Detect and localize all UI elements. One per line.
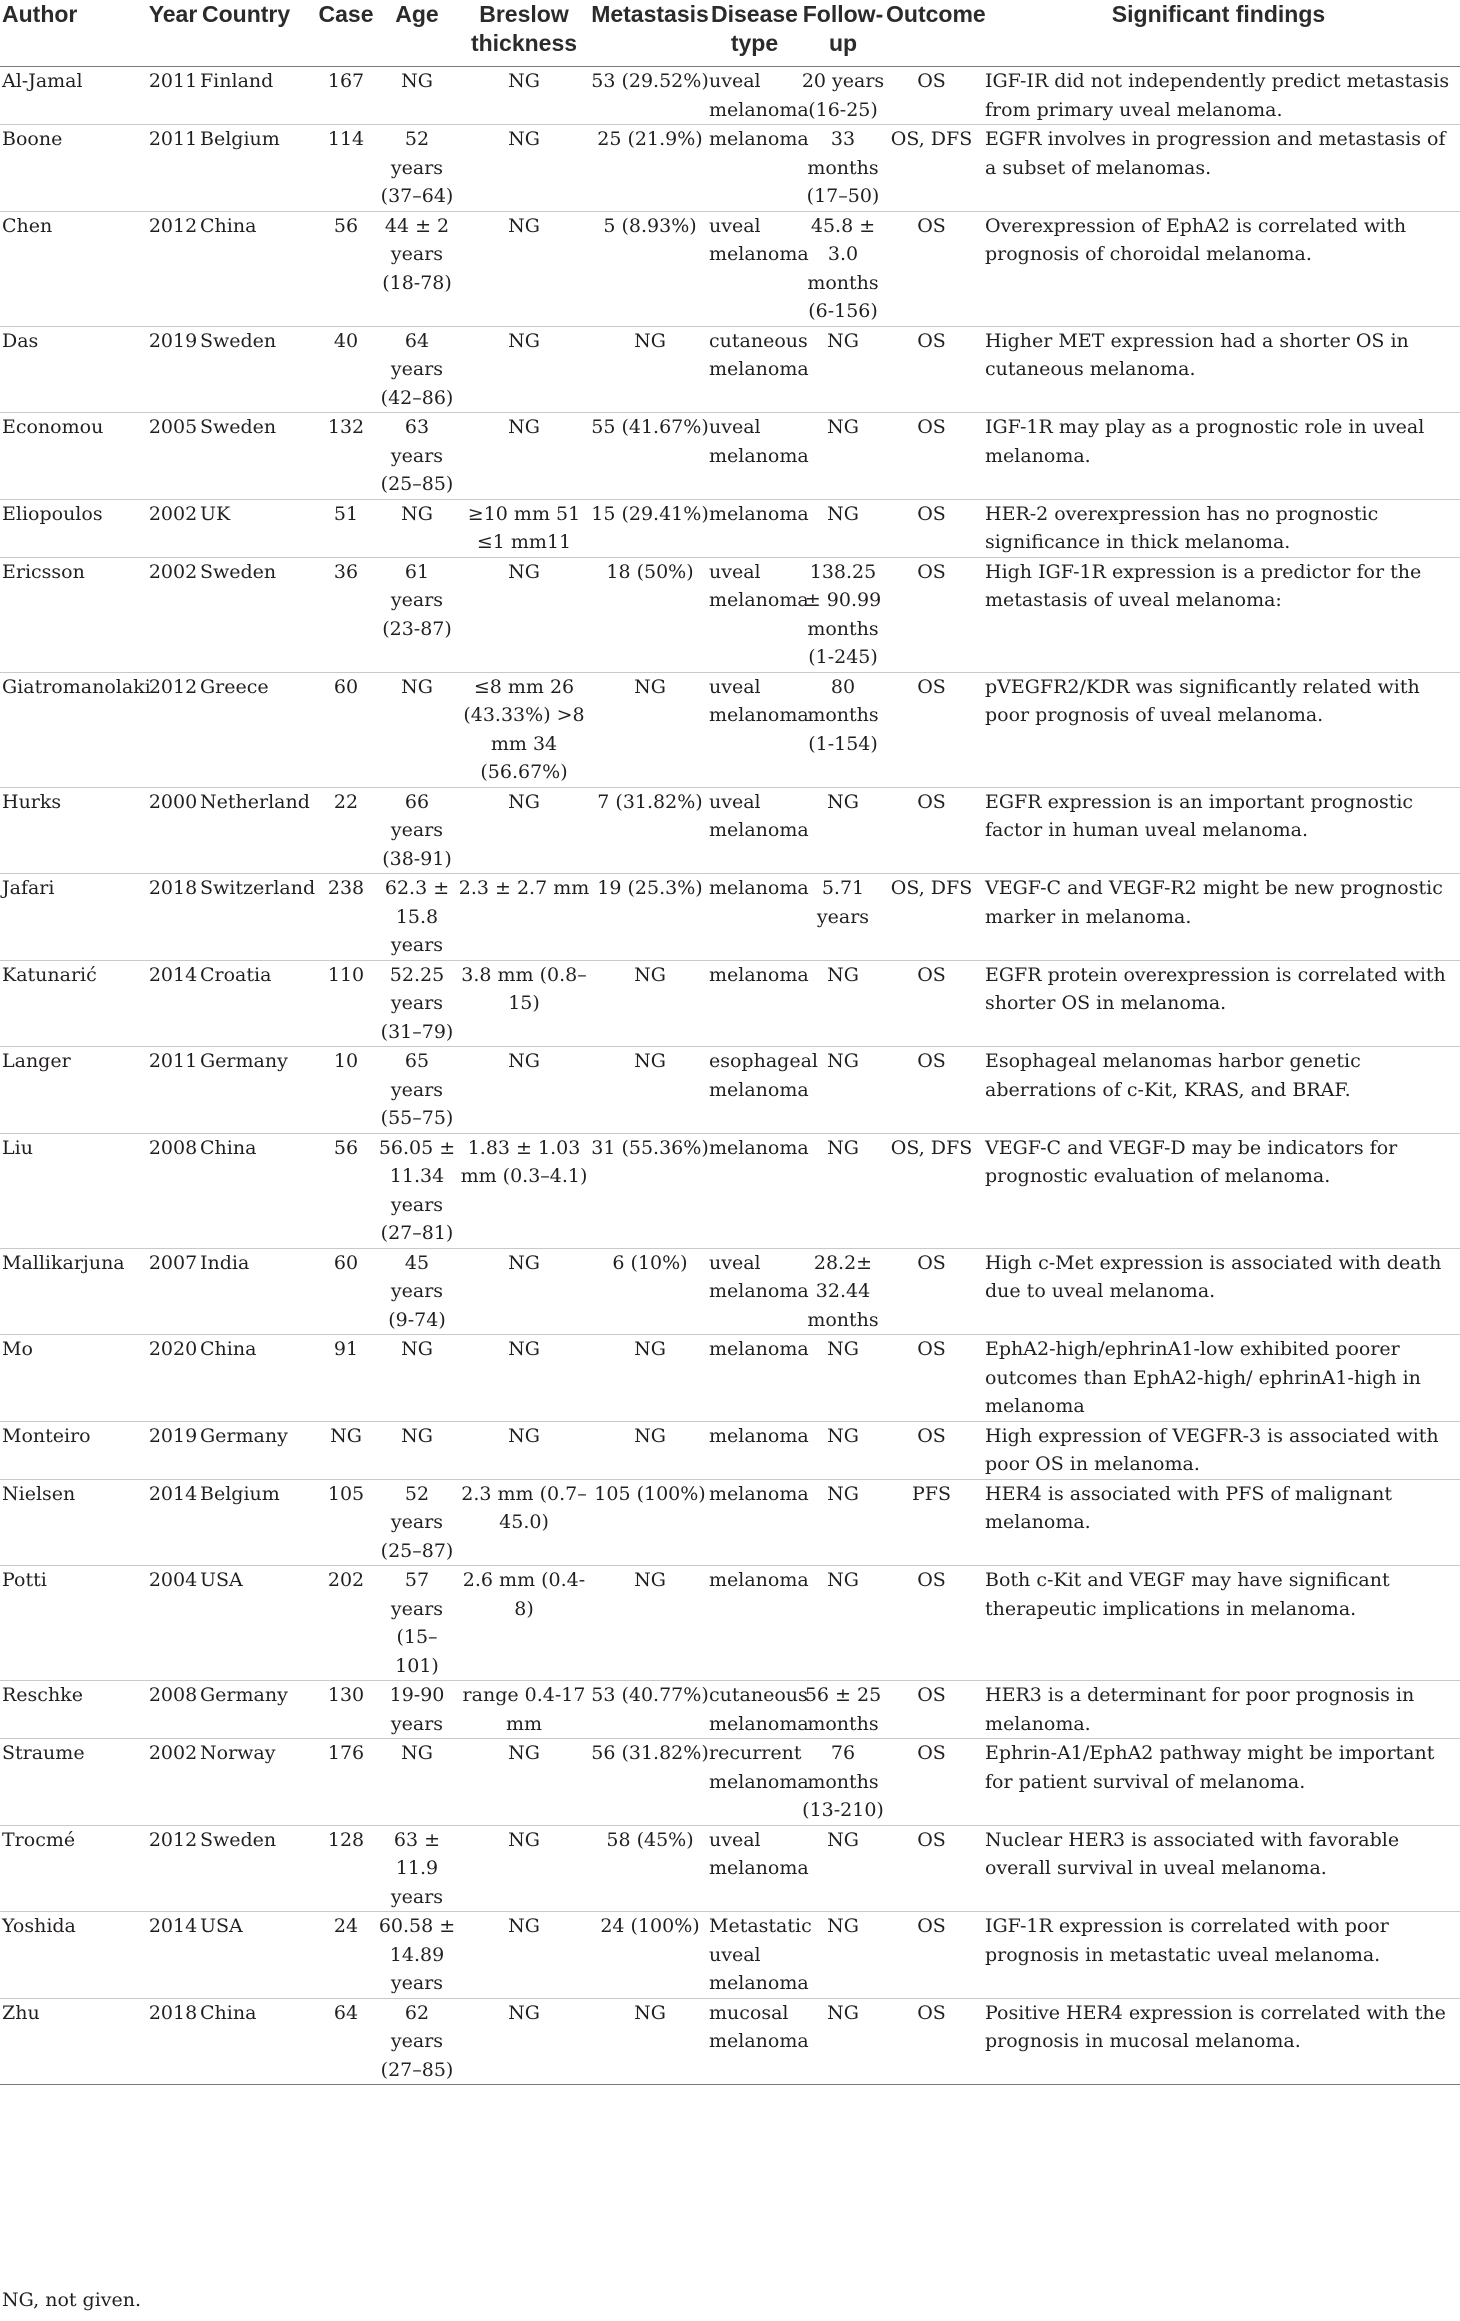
cell-disease-type: uveal melanoma xyxy=(709,67,800,125)
cell-country: Belgium xyxy=(200,1479,315,1566)
cell-year: 2019 xyxy=(146,1421,200,1479)
cell-case: 24 xyxy=(315,1912,377,1999)
cell-author: Trocmé xyxy=(0,1825,146,1912)
cell-case: 51 xyxy=(315,499,377,557)
table-row xyxy=(0,1133,1460,1248)
cell-age: 45 years (9-74) xyxy=(377,1248,457,1335)
cell-year: 2018 xyxy=(146,1998,200,2085)
header-follow-up: Follow-up xyxy=(800,0,886,67)
cell-follow-up: NG xyxy=(800,1133,886,1248)
table-row xyxy=(0,1998,1460,2085)
cell-author: Mo xyxy=(0,1335,146,1422)
cell-author: Economou xyxy=(0,413,146,500)
cell-significant-findings: VEGF-C and VEGF-D may be indicators for prognostic evaluation of melanoma. xyxy=(977,1133,1460,1248)
table-row xyxy=(0,1479,1460,1566)
table-row xyxy=(0,413,1460,500)
cell-follow-up: 28.2± 32.44 months xyxy=(800,1248,886,1335)
cell-outcome: OS xyxy=(886,1047,977,1134)
cell-author: Reschke xyxy=(0,1681,146,1739)
cell-follow-up: NG xyxy=(800,787,886,874)
table-row xyxy=(0,1912,1460,1999)
cell-outcome: OS xyxy=(886,499,977,557)
cell-author: Monteiro xyxy=(0,1421,146,1479)
cell-disease-type: uveal melanoma xyxy=(709,557,800,672)
cell-author: Giatromanolaki xyxy=(0,672,146,787)
cell-significant-findings: High expression of VEGFR-3 is associated with poor OS in melanoma. xyxy=(977,1421,1460,1479)
cell-metastasis: NG xyxy=(591,960,709,1047)
cell-significant-findings: HER3 is a determinant for poor prognosis in melanoma. xyxy=(977,1681,1460,1739)
table-row xyxy=(0,874,1460,961)
cell-significant-findings: High IGF-1R expression is a predictor for the metastasis of uveal melanoma: xyxy=(977,557,1460,672)
cell-significant-findings: High c-Met expression is associated with death due to uveal melanoma. xyxy=(977,1248,1460,1335)
table-row xyxy=(0,499,1460,557)
cell-disease-type: uveal melanoma xyxy=(709,672,800,787)
table-row xyxy=(0,1248,1460,1335)
cell-disease-type: melanoma xyxy=(709,125,800,212)
cell-disease-type: cutaneous melanoma xyxy=(709,326,800,413)
cell-follow-up: NG xyxy=(800,1421,886,1479)
cell-author: Yoshida xyxy=(0,1912,146,1999)
cell-metastasis: 15 (29.41%) xyxy=(591,499,709,557)
cell-author: Hurks xyxy=(0,787,146,874)
cell-case: 105 xyxy=(315,1479,377,1566)
cell-disease-type: melanoma xyxy=(709,1479,800,1566)
cell-age: 62.3 ± 15.8 years xyxy=(377,874,457,961)
cell-breslow-thickness: NG xyxy=(457,557,591,672)
cell-breslow-thickness: NG xyxy=(457,413,591,500)
cell-outcome: OS xyxy=(886,1681,977,1739)
cell-outcome: PFS xyxy=(886,1479,977,1566)
cell-age: NG xyxy=(377,1739,457,1826)
cell-follow-up: 5.71 years xyxy=(800,874,886,961)
cell-year: 2012 xyxy=(146,672,200,787)
cell-breslow-thickness: NG xyxy=(457,1739,591,1826)
footnote: NG, not given. xyxy=(2,2289,142,2311)
cell-age: 57 years (15–101) xyxy=(377,1566,457,1681)
cell-breslow-thickness: NG xyxy=(457,326,591,413)
header-breslow-thickness: Breslow thickness xyxy=(457,0,591,67)
cell-case: 64 xyxy=(315,1998,377,2085)
cell-age: NG xyxy=(377,67,457,125)
cell-country: Netherland xyxy=(200,787,315,874)
cell-follow-up: 56 ± 25 months xyxy=(800,1681,886,1739)
cell-significant-findings: Esophageal melanomas harbor genetic aberrations of c-Kit, KRAS, and BRAF. xyxy=(977,1047,1460,1134)
cell-metastasis: NG xyxy=(591,1335,709,1422)
cell-author: Chen xyxy=(0,211,146,326)
cell-outcome: OS xyxy=(886,413,977,500)
cell-metastasis: 19 (25.3%) xyxy=(591,874,709,961)
cell-follow-up: NG xyxy=(800,1479,886,1566)
cell-outcome: OS, DFS xyxy=(886,1133,977,1248)
cell-outcome: OS xyxy=(886,960,977,1047)
cell-follow-up: NG xyxy=(800,1825,886,1912)
cell-follow-up: 138.25 ± 90.99 months (1-245) xyxy=(800,557,886,672)
cell-case: 130 xyxy=(315,1681,377,1739)
header-disease-type: Disease type xyxy=(709,0,800,67)
cell-author: Jafari xyxy=(0,874,146,961)
header-case: Case xyxy=(315,0,377,67)
table-row xyxy=(0,1047,1460,1134)
cell-author: Mallikarjuna xyxy=(0,1248,146,1335)
table-row xyxy=(0,960,1460,1047)
cell-disease-type: uveal melanoma xyxy=(709,413,800,500)
cell-significant-findings: Both c-Kit and VEGF may have significant therapeutic implications in melanoma. xyxy=(977,1566,1460,1681)
table-body xyxy=(0,67,1460,2085)
cell-author: Katunarić xyxy=(0,960,146,1047)
cell-disease-type: melanoma xyxy=(709,1421,800,1479)
cell-author: Potti xyxy=(0,1566,146,1681)
cell-author: Langer xyxy=(0,1047,146,1134)
cell-case: 36 xyxy=(315,557,377,672)
cell-breslow-thickness: NG xyxy=(457,1825,591,1912)
cell-outcome: OS xyxy=(886,326,977,413)
cell-follow-up: NG xyxy=(800,960,886,1047)
cell-disease-type: Metastatic uveal melanoma xyxy=(709,1912,800,1999)
cell-metastasis: NG xyxy=(591,672,709,787)
cell-country: Greece xyxy=(200,672,315,787)
cell-age: NG xyxy=(377,672,457,787)
cell-case: 132 xyxy=(315,413,377,500)
cell-age: 52.25 years (31–79) xyxy=(377,960,457,1047)
cell-country: China xyxy=(200,211,315,326)
header-outcome: Outcome xyxy=(886,0,977,67)
cell-metastasis: 24 (100%) xyxy=(591,1912,709,1999)
cell-breslow-thickness: NG xyxy=(457,1047,591,1134)
cell-outcome: OS xyxy=(886,1335,977,1422)
cell-disease-type: uveal melanoma xyxy=(709,1248,800,1335)
cell-case: 128 xyxy=(315,1825,377,1912)
cell-significant-findings: HER-2 overexpression has no prognostic significance in thick melanoma. xyxy=(977,499,1460,557)
cell-follow-up: 33 months (17–50) xyxy=(800,125,886,212)
cell-year: 2020 xyxy=(146,1335,200,1422)
cell-breslow-thickness: ≤8 mm 26 (43.33%) >8 mm 34 (56.67%) xyxy=(457,672,591,787)
cell-year: 2011 xyxy=(146,67,200,125)
cell-disease-type: cutaneous melanoma xyxy=(709,1681,800,1739)
cell-metastasis: 25 (21.9%) xyxy=(591,125,709,212)
cell-country: USA xyxy=(200,1912,315,1999)
cell-year: 2011 xyxy=(146,1047,200,1134)
cell-case: 60 xyxy=(315,1248,377,1335)
cell-case: 56 xyxy=(315,211,377,326)
cell-disease-type: uveal melanoma xyxy=(709,211,800,326)
cell-disease-type: melanoma xyxy=(709,1335,800,1422)
cell-country: Belgium xyxy=(200,125,315,212)
table-row xyxy=(0,1421,1460,1479)
cell-case: 176 xyxy=(315,1739,377,1826)
cell-follow-up: 20 years (16-25) xyxy=(800,67,886,125)
cell-year: 2000 xyxy=(146,787,200,874)
cell-significant-findings: Overexpression of EphA2 is correlated with prognosis of choroidal melanoma. xyxy=(977,211,1460,326)
header-country: Country xyxy=(200,0,315,67)
table-row xyxy=(0,67,1460,125)
cell-metastasis: 55 (41.67%) xyxy=(591,413,709,500)
cell-metastasis: 31 (55.36%) xyxy=(591,1133,709,1248)
cell-outcome: OS xyxy=(886,67,977,125)
cell-outcome: OS xyxy=(886,1739,977,1826)
cell-author: Ericsson xyxy=(0,557,146,672)
cell-significant-findings: Ephrin-A1/EphA2 pathway might be important for patient survival of melanoma. xyxy=(977,1739,1460,1826)
table-row xyxy=(0,1566,1460,1681)
cell-outcome: OS xyxy=(886,1248,977,1335)
cell-author: Straume xyxy=(0,1739,146,1826)
cell-follow-up: NG xyxy=(800,1335,886,1422)
cell-author: Al-Jamal xyxy=(0,67,146,125)
cell-significant-findings: EGFR involves in progression and metastasis of a subset of melanomas. xyxy=(977,125,1460,212)
cell-metastasis: 18 (50%) xyxy=(591,557,709,672)
cell-significant-findings: HER4 is associated with PFS of malignant melanoma. xyxy=(977,1479,1460,1566)
cell-disease-type: uveal melanoma xyxy=(709,1825,800,1912)
cell-breslow-thickness: range 0.4-17 mm xyxy=(457,1681,591,1739)
cell-follow-up: NG xyxy=(800,1998,886,2085)
cell-year: 2019 xyxy=(146,326,200,413)
cell-age: NG xyxy=(377,1335,457,1422)
cell-country: China xyxy=(200,1998,315,2085)
cell-disease-type: uveal melanoma xyxy=(709,787,800,874)
cell-country: Sweden xyxy=(200,557,315,672)
cell-metastasis: 105 (100%) xyxy=(591,1479,709,1566)
cell-year: 2011 xyxy=(146,125,200,212)
cell-year: 2014 xyxy=(146,960,200,1047)
cell-breslow-thickness: NG xyxy=(457,1912,591,1999)
cell-author: Liu xyxy=(0,1133,146,1248)
cell-year: 2002 xyxy=(146,499,200,557)
cell-year: 2014 xyxy=(146,1479,200,1566)
cell-breslow-thickness: NG xyxy=(457,1421,591,1479)
cell-year: 2018 xyxy=(146,874,200,961)
cell-significant-findings: EGFR expression is an important prognostic factor in human uveal melanoma. xyxy=(977,787,1460,874)
cell-case: 22 xyxy=(315,787,377,874)
cell-age: 44 ± 2 years (18-78) xyxy=(377,211,457,326)
cell-country: Germany xyxy=(200,1421,315,1479)
cell-breslow-thickness: 2.6 mm (0.4-8) xyxy=(457,1566,591,1681)
cell-outcome: OS xyxy=(886,557,977,672)
cell-significant-findings: IGF-IR did not independently predict metastasis from primary uveal melanoma. xyxy=(977,67,1460,125)
cell-year: 2007 xyxy=(146,1248,200,1335)
cell-follow-up: 80 months (1-154) xyxy=(800,672,886,787)
cell-age: 63 years (25–85) xyxy=(377,413,457,500)
cell-outcome: OS xyxy=(886,1912,977,1999)
cell-country: Sweden xyxy=(200,413,315,500)
cell-age: 52 years (37–64) xyxy=(377,125,457,212)
cell-case: 60 xyxy=(315,672,377,787)
cell-metastasis: 53 (29.52%) xyxy=(591,67,709,125)
cell-case: 202 xyxy=(315,1566,377,1681)
cell-case: 10 xyxy=(315,1047,377,1134)
cell-breslow-thickness: 1.83 ± 1.03 mm (0.3–4.1) xyxy=(457,1133,591,1248)
cell-metastasis: NG xyxy=(591,1047,709,1134)
cell-outcome: OS, DFS xyxy=(886,874,977,961)
cell-follow-up: NG xyxy=(800,413,886,500)
cell-follow-up: NG xyxy=(800,1566,886,1681)
cell-breslow-thickness: NG xyxy=(457,67,591,125)
cell-significant-findings: EGFR protein overexpression is correlated with shorter OS in melanoma. xyxy=(977,960,1460,1047)
cell-breslow-thickness: NG xyxy=(457,1248,591,1335)
cell-significant-findings: IGF-1R may play as a prognostic role in uveal melanoma. xyxy=(977,413,1460,500)
cell-age: 66 years (38-91) xyxy=(377,787,457,874)
cell-year: 2005 xyxy=(146,413,200,500)
cell-breslow-thickness: NG xyxy=(457,787,591,874)
cell-significant-findings: Positive HER4 expression is correlated with the prognosis in mucosal melanoma. xyxy=(977,1998,1460,2085)
cell-case: 114 xyxy=(315,125,377,212)
cell-year: 2008 xyxy=(146,1681,200,1739)
cell-country: China xyxy=(200,1133,315,1248)
cell-age: 65 years (55–75) xyxy=(377,1047,457,1134)
cell-author: Eliopoulos xyxy=(0,499,146,557)
cell-case: 110 xyxy=(315,960,377,1047)
cell-age: 19-90 years xyxy=(377,1681,457,1739)
cell-follow-up: NG xyxy=(800,499,886,557)
cell-country: Switzerland xyxy=(200,874,315,961)
cell-metastasis: 6 (10%) xyxy=(591,1248,709,1335)
cell-country: Germany xyxy=(200,1047,315,1134)
header-metastasis: Metastasis xyxy=(591,0,709,67)
cell-country: China xyxy=(200,1335,315,1422)
cell-outcome: OS xyxy=(886,787,977,874)
cell-year: 2008 xyxy=(146,1133,200,1248)
cell-case: 238 xyxy=(315,874,377,961)
cell-metastasis: NG xyxy=(591,1998,709,2085)
cell-age: 60.58 ± 14.89 years xyxy=(377,1912,457,1999)
cell-metastasis: 58 (45%) xyxy=(591,1825,709,1912)
header-significant-findings: Significant findings xyxy=(977,0,1460,67)
cell-follow-up: 76 months (13-210) xyxy=(800,1739,886,1826)
cell-country: Finland xyxy=(200,67,315,125)
cell-case: 167 xyxy=(315,67,377,125)
cell-metastasis: NG xyxy=(591,1421,709,1479)
table-row xyxy=(0,1681,1460,1739)
cell-age: 56.05 ± 11.34 years (27–81) xyxy=(377,1133,457,1248)
cell-breslow-thickness: NG xyxy=(457,1335,591,1422)
cell-age: NG xyxy=(377,499,457,557)
header-row xyxy=(0,0,1460,67)
cell-age: 61 years (23-87) xyxy=(377,557,457,672)
cell-breslow-thickness: NG xyxy=(457,211,591,326)
header-age: Age xyxy=(377,0,457,67)
cell-case: 40 xyxy=(315,326,377,413)
table-row xyxy=(0,1825,1460,1912)
cell-disease-type: mucosal melanoma xyxy=(709,1998,800,2085)
cell-year: 2012 xyxy=(146,1825,200,1912)
header-author: Author xyxy=(0,0,146,67)
cell-breslow-thickness: 2.3 mm (0.7–45.0) xyxy=(457,1479,591,1566)
cell-country: UK xyxy=(200,499,315,557)
cell-age: 64 years (42–86) xyxy=(377,326,457,413)
cell-disease-type: melanoma xyxy=(709,960,800,1047)
table-row xyxy=(0,557,1460,672)
cell-case: 56 xyxy=(315,1133,377,1248)
cell-significant-findings: EphA2-high/ephrinA1-low exhibited poorer outcomes than EphA2-high/ ephrinA1-high in melanoma xyxy=(977,1335,1460,1422)
cell-disease-type: melanoma xyxy=(709,499,800,557)
cell-disease-type: recurrent melanoma xyxy=(709,1739,800,1826)
cell-metastasis: NG xyxy=(591,326,709,413)
cell-outcome: OS xyxy=(886,211,977,326)
cell-breslow-thickness: NG xyxy=(457,1998,591,2085)
cell-author: Boone xyxy=(0,125,146,212)
cell-country: India xyxy=(200,1248,315,1335)
table-row xyxy=(0,125,1460,212)
cell-year: 2004 xyxy=(146,1566,200,1681)
cell-significant-findings: VEGF-C and VEGF-R2 might be new prognostic marker in melanoma. xyxy=(977,874,1460,961)
table-row xyxy=(0,787,1460,874)
cell-author: Nielsen xyxy=(0,1479,146,1566)
cell-outcome: OS xyxy=(886,672,977,787)
cell-metastasis: 5 (8.93%) xyxy=(591,211,709,326)
cell-case: NG xyxy=(315,1421,377,1479)
cell-follow-up: NG xyxy=(800,1912,886,1999)
cell-country: Norway xyxy=(200,1739,315,1826)
cell-year: 2012 xyxy=(146,211,200,326)
table-row xyxy=(0,211,1460,326)
cell-age: 63 ± 11.9 years xyxy=(377,1825,457,1912)
cell-follow-up: NG xyxy=(800,326,886,413)
cell-follow-up: NG xyxy=(800,1047,886,1134)
cell-country: Sweden xyxy=(200,326,315,413)
cell-country: USA xyxy=(200,1566,315,1681)
cell-significant-findings: Higher MET expression had a shorter OS in cutaneous melanoma. xyxy=(977,326,1460,413)
cell-country: Croatia xyxy=(200,960,315,1047)
cell-disease-type: melanoma xyxy=(709,1133,800,1248)
table-row xyxy=(0,672,1460,787)
table-row xyxy=(0,326,1460,413)
table-row xyxy=(0,1739,1460,1826)
cell-year: 2002 xyxy=(146,557,200,672)
cell-outcome: OS xyxy=(886,1421,977,1479)
cell-metastasis: 7 (31.82%) xyxy=(591,787,709,874)
header-year: Year xyxy=(146,0,200,67)
cell-author: Zhu xyxy=(0,1998,146,2085)
cell-metastasis: NG xyxy=(591,1566,709,1681)
cell-outcome: OS xyxy=(886,1825,977,1912)
cell-metastasis: 53 (40.77%) xyxy=(591,1681,709,1739)
cell-author: Das xyxy=(0,326,146,413)
cell-breslow-thickness: 3.8 mm (0.8–15) xyxy=(457,960,591,1047)
cell-breslow-thickness: ≥10 mm 51 ≤1 mm11 xyxy=(457,499,591,557)
cell-outcome: OS xyxy=(886,1566,977,1681)
cell-significant-findings: Nuclear HER3 is associated with favorable overall survival in uveal melanoma. xyxy=(977,1825,1460,1912)
cell-significant-findings: IGF-1R expression is correlated with poor prognosis in metastatic uveal melanoma. xyxy=(977,1912,1460,1999)
cell-year: 2002 xyxy=(146,1739,200,1826)
cell-breslow-thickness: NG xyxy=(457,125,591,212)
cell-disease-type: esophageal melanoma xyxy=(709,1047,800,1134)
cell-disease-type: melanoma xyxy=(709,874,800,961)
cell-significant-findings: pVEGFR2/KDR was significantly related with poor prognosis of uveal melanoma. xyxy=(977,672,1460,787)
cell-metastasis: 56 (31.82%) xyxy=(591,1739,709,1826)
cell-outcome: OS, DFS xyxy=(886,125,977,212)
cell-country: Germany xyxy=(200,1681,315,1739)
cell-age: NG xyxy=(377,1421,457,1479)
cell-outcome: OS xyxy=(886,1998,977,2085)
table-row xyxy=(0,1335,1460,1422)
cell-country: Sweden xyxy=(200,1825,315,1912)
cell-age: 52 years (25–87) xyxy=(377,1479,457,1566)
cell-follow-up: 45.8 ± 3.0 months (6-156) xyxy=(800,211,886,326)
cell-age: 62 years (27–85) xyxy=(377,1998,457,2085)
cell-case: 91 xyxy=(315,1335,377,1422)
cell-disease-type: melanoma xyxy=(709,1566,800,1681)
cell-year: 2014 xyxy=(146,1912,200,1999)
cell-breslow-thickness: 2.3 ± 2.7 mm xyxy=(457,874,591,961)
